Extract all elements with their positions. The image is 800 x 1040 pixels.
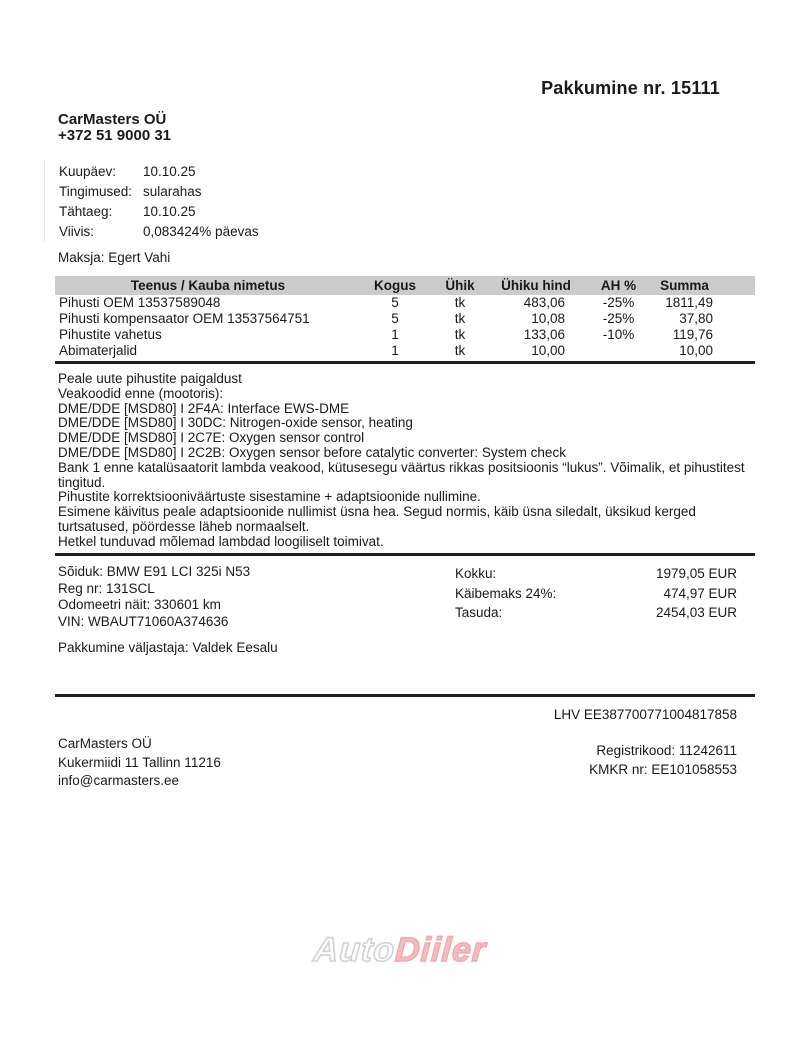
table-header-row (55, 276, 755, 295)
total-label: Käibemaks 24%: (455, 585, 557, 601)
item-name: Pihustite vahetus (59, 327, 162, 342)
table-row (55, 311, 755, 327)
detail-label: Tähtaeg: (59, 204, 113, 219)
note-line: Veakoodid enne (mootoris): (58, 385, 224, 401)
total-label: Tasuda: (455, 605, 503, 620)
item-unit: tk (454, 311, 466, 326)
item-quantity: 1 (391, 343, 399, 358)
total-value: 1979,05 EUR (655, 566, 737, 581)
item-name: Pihusti OEM 13537589048 (59, 295, 221, 310)
note-line: DME/DDE [MSD80] I 2C7E: Oxygen sensor control (58, 430, 365, 446)
item-discount: -10% (602, 327, 635, 342)
footer-vat-number: KMKR nr: EE101058553 (589, 761, 737, 777)
item-sum: 37,80 (679, 311, 713, 326)
item-unit-price: 10,08 (531, 311, 565, 326)
footer-company-name: CarMasters OÜ (58, 736, 152, 751)
vehicle-vin: VIN: WBAUT71060A374636 (58, 613, 229, 629)
item-name: Pihusti kompensaator OEM 13537564751 (59, 311, 310, 326)
company-name: CarMasters OÜ (58, 111, 167, 128)
totals (455, 564, 737, 623)
detail-label: Kuupäev: (59, 164, 117, 179)
item-unit: tk (454, 343, 466, 358)
item-discount (581, 343, 656, 359)
total-row-vat (455, 584, 737, 604)
detail-row-terms (59, 182, 259, 202)
detail-value: 10.10.25 (143, 204, 196, 219)
watermark-text-diiler: Diiler (393, 931, 488, 969)
footer-company-address (58, 735, 221, 791)
item-quantity: 5 (391, 311, 399, 326)
col-header-unit-price: Ühiku hind (501, 278, 571, 293)
detail-value: 0,083424% päevas (143, 224, 259, 239)
footer-reg-code: Registrikood: 11242611 (596, 743, 737, 758)
note-line: Esimene käivitus peale adaptsioonide nullimist üsna hea. Segud normis, käib üsna siledalt, üksikud kerged turtsatused, pöördesse läheb normaalselt. (58, 504, 696, 534)
company-phone: +372 51 9000 31 (58, 126, 172, 144)
issuer-line: Pakkumine väljastaja: Valdek Eesalu (58, 640, 278, 655)
item-quantity: 5 (391, 295, 399, 310)
detail-label: Tingimused: (59, 184, 133, 199)
note-line: Peale uute pihustite paigaldust (58, 371, 242, 386)
item-unit-price: 10,00 (531, 343, 565, 358)
col-header-unit: Ühik (445, 278, 475, 293)
col-header-name: Teenus / Kauba nimetus (130, 278, 286, 293)
table-row (55, 343, 755, 359)
total-row-payable (455, 603, 737, 623)
footer-registration (589, 742, 737, 779)
detail-row-penalty (59, 222, 259, 242)
col-header-quantity: Kogus (374, 278, 416, 293)
vehicle-odometer: Odomeetri näit: 330601 km (58, 597, 221, 612)
item-sum: 119,76 (672, 327, 713, 342)
invoice-details (44, 162, 259, 242)
col-header-sum: Summa (660, 278, 709, 293)
work-notes (58, 372, 750, 550)
document-title: Pakkumine nr. 15111 (541, 78, 720, 98)
detail-row-date (59, 162, 259, 182)
vehicle-info (58, 564, 250, 630)
item-unit-price: 133,06 (523, 327, 565, 342)
watermark-text-auto: Auto (312, 931, 397, 969)
total-label: Kokku: (455, 566, 497, 581)
item-discount: -25% (602, 295, 635, 310)
item-discount: -25% (602, 311, 635, 326)
item-sum: 10,00 (679, 343, 713, 358)
payer-line: Maksja: Egert Vahi (58, 250, 171, 265)
bank-account: LHV EE387700771004817858 (553, 707, 737, 722)
footer-company-street: Kukermiidi 11 Tallinn 11216 (58, 754, 221, 770)
table-row (55, 327, 755, 343)
table-row (55, 295, 755, 311)
item-sum: 1811,49 (665, 295, 713, 310)
detail-label: Viivis: (59, 224, 95, 239)
autodiiler-watermark-logo (0, 931, 800, 970)
item-unit: tk (454, 327, 466, 342)
company-header (58, 112, 171, 143)
note-line: Pihustite korrektsiooniväärtuste sisestamine + adaptsioonide nullimine. (58, 489, 481, 505)
note-line: Bank 1 enne katalüsaatorit lambda veakood, kütusesegu väärtus rikkas positsioonis “lukus”. Võimalik, et pihustitest tingitud. (58, 459, 745, 490)
section-divider (55, 553, 755, 556)
detail-value: sularahas (143, 184, 202, 199)
note-line: DME/DDE [MSD80] I 30DC: Nitrogen-oxide sensor, heating (58, 415, 413, 431)
detail-value: 10.10.25 (143, 164, 196, 179)
col-header-discount: AH % (600, 278, 637, 293)
item-quantity: 1 (391, 327, 399, 342)
note-line: Hetkel tunduvad mõlemad lambdad loogiliselt toimivat. (58, 533, 384, 549)
section-divider (55, 694, 755, 697)
item-unit: tk (454, 295, 466, 310)
note-line: DME/DDE [MSD80] I 2F4A: Interface EWS-DME (58, 400, 350, 416)
note-line: DME/DDE [MSD80] I 2C2B: Oxygen sensor before catalytic converter: System check (58, 444, 566, 460)
detail-row-due-date (59, 202, 259, 222)
vehicle-model: Sõiduk: BMW E91 LCI 325i N53 (58, 564, 251, 579)
item-name: Abimaterjalid (59, 343, 138, 358)
vehicle-reg-nr: Reg nr: 131SCL (58, 580, 155, 596)
item-unit-price: 483,06 (523, 295, 565, 310)
total-value: 2454,03 EUR (655, 605, 737, 620)
footer-company-email: info@carmasters.ee (58, 773, 179, 788)
items-table (55, 276, 755, 364)
total-value: 474,97 EUR (663, 585, 737, 601)
total-row-subtotal (455, 564, 737, 584)
